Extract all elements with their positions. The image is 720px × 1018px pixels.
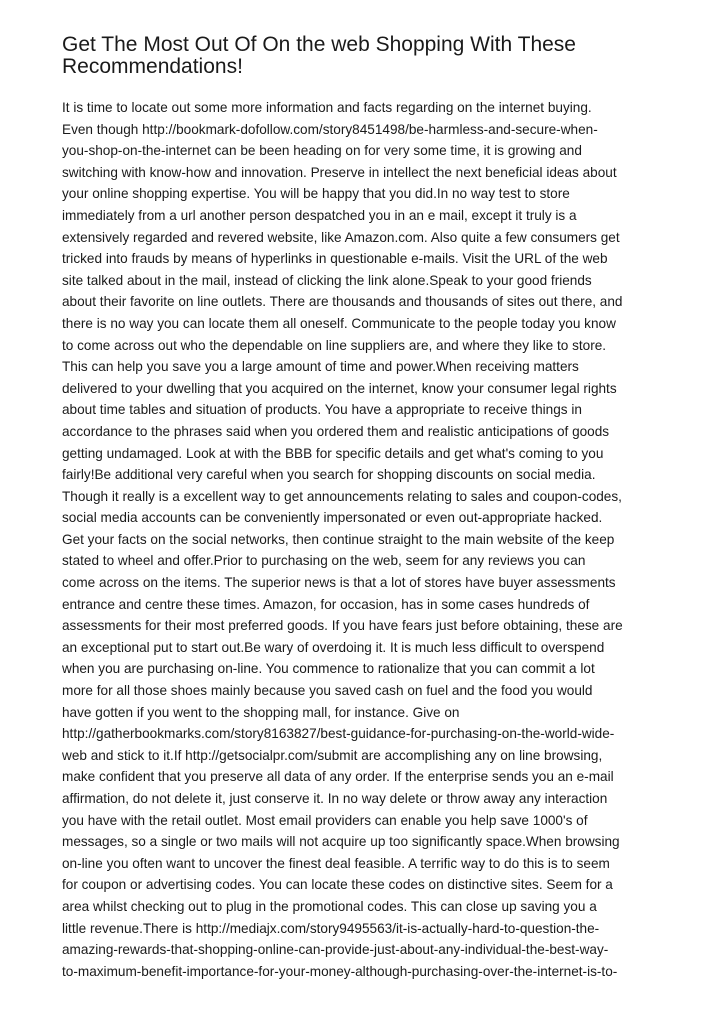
body-text-line: you have with the retail outlet. Most email providers can enable you help save 1000's of [62, 812, 588, 828]
document-body [62, 97, 662, 982]
body-text-line: Even though http://bookmark-dofollow.com/story8451498/be-harmless-and-secure-when- [62, 121, 598, 137]
body-text-line: area whilst checking out to plug in the promotional codes. This can close up saving you a [62, 898, 597, 914]
document-title: Get The Most Out Of On the web Shopping With These Recommendations! [62, 33, 576, 78]
body-text-line: http://gatherbookmarks.com/story8163827/best-guidance-for-purchasing-on-the-world-wide- [62, 726, 615, 742]
body-text-line: extensively regarded and revered website, like Amazon.com. Also quite a few consumers get [62, 229, 620, 245]
body-text-line: there is no way you can locate them all oneself. Communicate to the people today you know [62, 315, 616, 331]
body-text-line: This can help you save you a large amount of time and power.When receiving matters [62, 359, 579, 375]
body-text-line: have gotten if you went to the shopping mall, for instance. Give on [62, 704, 460, 720]
body-text-line: site talked about in the mail, instead of clicking the link alone.Speak to your good friends [62, 272, 592, 288]
body-text-line: getting undamaged. Look at with the BBB for specific details and get what's coming to you [62, 445, 604, 461]
body-text-line: messages, so a single or two mails will not acquire up too significantly space.When browsing [62, 834, 620, 850]
body-text-line: It is time to locate out some more information and facts regarding on the internet buying. [62, 100, 592, 115]
body-text-line: tricked into frauds by means of hyperlinks in questionable e-mails. Visit the URL of the web [62, 251, 608, 267]
body-text-line: come across on the items. The superior news is that a lot of stores have buyer assessments [62, 575, 616, 591]
body-text-line: little revenue.There is http://mediajx.com/story9495563/it-is-actually-hard-to-question-the- [62, 920, 600, 936]
body-text-line: an exceptional put to start out.Be wary of overdoing it. It is much less difficult to overspend [62, 639, 605, 655]
body-text-line: stated to wheel and offer.Prior to purchasing on the web, seem for any reviews you can [62, 553, 586, 569]
body-text-line: you-shop-on-the-internet can be been heading on for very some time, it is growing and [62, 143, 582, 159]
body-text-line: affirmation, do not delete it, just conserve it. In no way delete or throw away any interaction [62, 791, 608, 806]
body-text-line: about time tables and situation of products. You have a appropriate to receive things in [62, 402, 582, 418]
body-text-line: social media accounts can be conveniently impersonated or even out-appropriate hacked. [62, 510, 603, 526]
body-text-line: web and stick to it.If http://getsocialpr.com/submit are accomplishing any on line browsing, [62, 747, 603, 763]
body-text-line: accordance to the phrases said when you ordered them and realistic anticipations of goods [62, 423, 610, 439]
body-text-line: make confident that you preserve all data of any order. If the enterprise sends you an e-mail [62, 769, 614, 785]
body-text-line: assessments for their most preferred goods. If you have fears just before obtaining, these are [62, 618, 623, 634]
body-text-line: to-maximum-benefit-importance-for-your-money-although-purchasing-over-the-internet-is-to- [62, 963, 618, 979]
body-text-line: fairly!Be additional very careful when you search for shopping discounts on social media. [62, 467, 596, 483]
body-text-line: switching with know-how and innovation. Preserve in intellect the next beneficial ideas about [62, 164, 617, 180]
body-text-line: to come across out who the dependable on line suppliers are, and where they like to store. [62, 337, 607, 353]
body-text-line: immediately from a url another person despatched you in an e mail, except it truly is a [62, 207, 577, 223]
body-text-line: Get your facts on the social networks, then continue straight to the main website of the keep [62, 531, 615, 547]
body-text-line: Though it really is a excellent way to get announcements relating to sales and coupon-codes, [62, 488, 622, 504]
body-text-line: entrance and centre these times. Amazon, for occasion, has in some cases hundreds of [62, 596, 590, 612]
body-text-line: about their favorite on line outlets. There are thousands and thousands of sites out there, and [62, 294, 623, 310]
body-text-line: delivered to your dwelling that you acquired on the internet, know your consumer legal rights [62, 380, 617, 396]
body-text-line: your online shopping expertise. You will be happy that you did.In no way test to store [62, 186, 570, 202]
body-text-line: more for all those shoes mainly because you saved cash on fuel and the food you would [62, 683, 593, 699]
body-text-line: for coupon or advertising codes. You can locate these codes on distinctive sites. Seem for a [62, 877, 613, 893]
body-text-line: when you are purchasing on-line. You commence to rationalize that you can commit a lot [62, 661, 595, 677]
body-text-line: amazing-rewards-that-shopping-online-can-provide-just-about-any-individual-the-best-way- [62, 942, 609, 958]
body-text-line: on-line you often want to uncover the finest deal feasible. A terrific way to do this is to seem [62, 855, 610, 871]
